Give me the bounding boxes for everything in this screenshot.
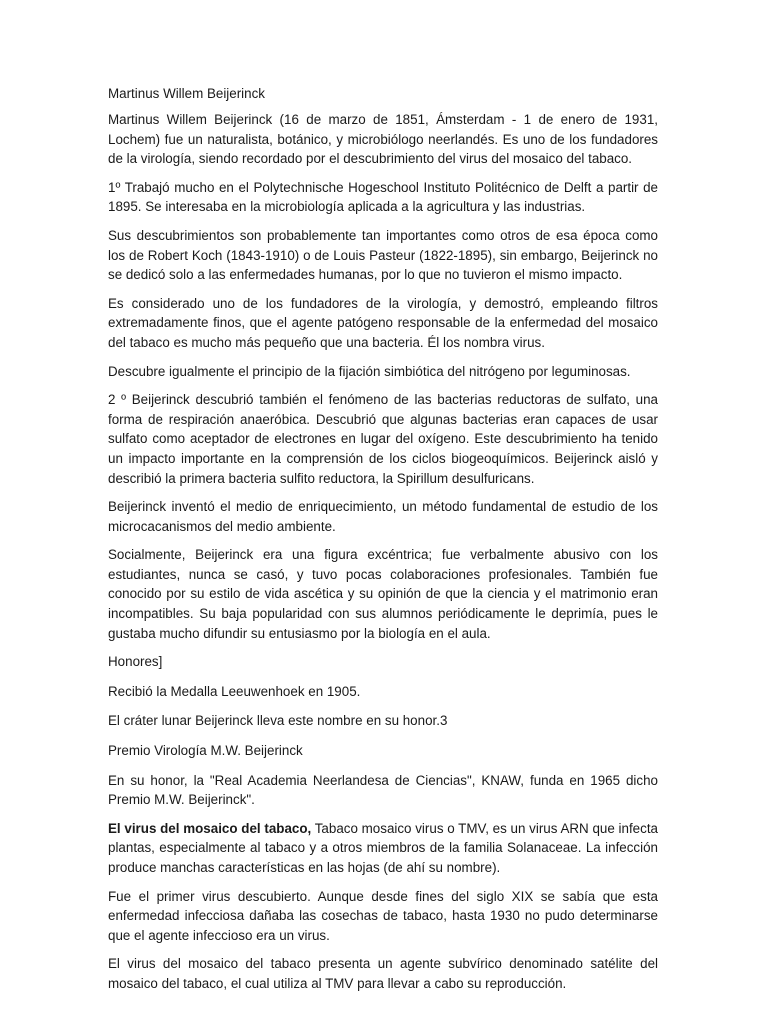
tmv-bold-lead: El virus del mosaico del tabaco, bbox=[108, 820, 312, 836]
tmv-rest: Tabaco mosaico virus o TMV, es un virus ARN que infecta plantas, especialmente al tabaco y a otros miembros de la familia Solanaceae. La infección produce manchas características en las hojas (de ahí su nombre). bbox=[108, 820, 658, 875]
paragraph-delft: 1º Trabajó mucho en el Polytechnische Hogeschool Instituto Politécnico de Delft a partir de 1895. Se interesaba en la microbiología aplicada a la agricultura y las industrias. bbox=[108, 179, 658, 215]
heading-honores: Honores] bbox=[108, 654, 163, 670]
paragraph-discoveries: Sus descubrimientos son probablemente tan importantes como otros de esa época como los de Robert Koch (1843-1910) o de Louis Pasteur (1822-1895), sin embargo, Beijerinck no se dedicó solo a las enfermedades humanas, por lo que no tuvieron el mismo impacto. bbox=[108, 227, 658, 283]
paragraph-satellite: El virus del mosaico del tabaco presenta un agente subvírico denominado satélite del mosaico del tabaco, el cual utiliza al TMV para llevar a cabo su reproducción. bbox=[108, 956, 658, 991]
paragraph-social: Socialmente, Beijerinck era una figura excéntrica; fue verbalmente abusivo con los estudiantes, nunca se casó, y tuvo pocas colaboraciones profesionales. También fue conocido por su estilo de vida ascética y su opinión de que la ciencia y el matrimonio eran incompatibles. Su baja popularidad con sus alumnos periódicamente le deprimía, pues le gustaba mucho difundir su entusiasmo por la biología en el aula. bbox=[108, 547, 658, 641]
paragraph-nitrogen: Descubre igualmente el principio de la fijación simbiótica del nitrógeno por leguminosas. bbox=[108, 363, 631, 379]
paragraph-crater: El cráter lunar Beijerinck lleva este nombre en su honor.3 bbox=[108, 713, 448, 729]
paragraph-sulfate: 2 º Beijerinck descubrió también el fenómeno de las bacterias reductoras de sulfato, una forma de respiración anaeróbica. Descubrió que algunas bacterias eran capaces de usar sulfato como aceptador de electrones en lugar del oxígeno. Este descubrimiento ha tenido un impacto importante en la comprensión de los ciclos biogeoquímicos. Beijerinck aisló y describió la primera bacteria sulfito reductora, la Spirillum desulfuricans. bbox=[108, 392, 658, 486]
paragraph-award-title: Premio Virología M.W. Beijerinck bbox=[108, 743, 303, 759]
paragraph-award: En su honor, la "Real Academia Neerlandesa de Ciencias", KNAW, funda en 1965 dicho Premio M.W. Beijerinck". bbox=[108, 772, 658, 808]
paragraph-enrichment: Beijerinck inventó el medio de enriquecimiento, un método fundamental de estudio de los microcacanismos del medio ambiente. bbox=[108, 499, 658, 534]
paragraph-first-virus: Fue el primer virus descubierto. Aunque desde fines del siglo XIX se sabía que esta enfermedad infecciosa dañaba las cosechas de tabaco, hasta 1930 no pudo determinarse que el agente infeccioso era un virus. bbox=[108, 888, 658, 943]
paragraph-medal: Recibió la Medalla Leeuwenhoek en 1905. bbox=[108, 683, 361, 699]
paragraph-tmv bbox=[108, 819, 658, 878]
paragraph-virology: Es considerado uno de los fundadores de la virología, y demostró, empleando filtros extremadamente finos, que el agente patógeno responsable de la enfermedad del mosaico del tabaco es mucho más pequeño que una bacteria. Él los nombra virus. bbox=[108, 295, 658, 350]
document-title: Martinus Willem Beijerinck bbox=[108, 86, 265, 101]
paragraph-intro: Martinus Willem Beijerinck (16 de marzo de 1851, Ámsterdam - 1 de enero de 1931, Lochem) fue un naturalista, botánico, y microbiólogo neerlandés. Es uno de los fundadores de la virología, siendo recordado por el descubrimiento del virus del mosaico del tabaco. bbox=[108, 112, 658, 167]
